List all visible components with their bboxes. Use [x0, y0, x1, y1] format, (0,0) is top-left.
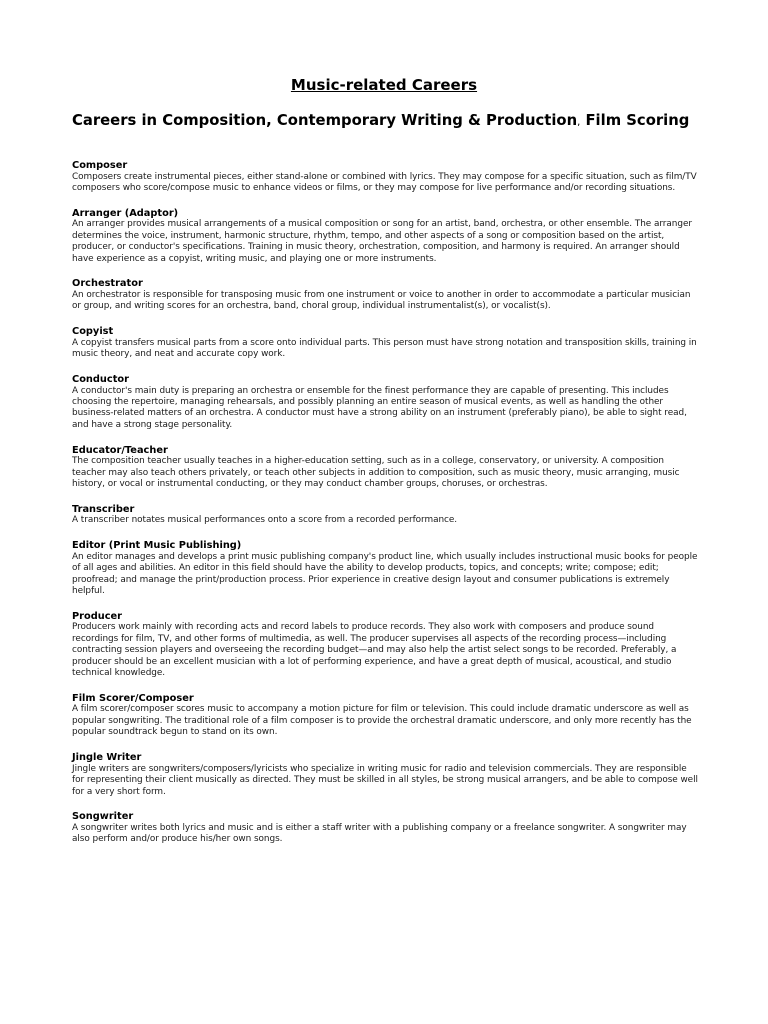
- page-subtitle: [72, 112, 712, 129]
- subtitle-separator: ,: [577, 117, 581, 128]
- career-section-songwriter: [72, 811, 700, 845]
- career-description: An orchestrator is responsible for transposing music from one instrument or voice to another in order to accommodate a particular musician or group, and writing scores for an orchestra, band, choral group, individual instrumentalist(s), or vocalist(s).: [72, 289, 691, 312]
- career-description: A copyist transfers musical parts from a score onto individual parts. This person must have strong notation and transposition skills, training in music theory, and neat and accurate copy work.: [72, 337, 697, 360]
- career-heading: Conductor: [72, 374, 129, 386]
- career-description: A songwriter writes both lyrics and music and is either a staff writer with a publishing company or a freelance songwriter. A songwriter may also perform and/or produce his/her own songs.: [72, 822, 687, 845]
- career-description: An arranger provides musical arrangements of a musical composition or song for an artist, band, orchestra, or other ensemble. The arranger determines the voice, instrument, harmonic structure, rhythm, tempo, and other aspects of a song or composition based on the artist, producer, or conductor's specifications. Training in music theory, orchestration, composition, and harmony is required. An arranger should have experience as a copyist, writing music, and playing one or more instruments.: [72, 219, 692, 264]
- career-list: [72, 160, 700, 859]
- career-heading: Orchestrator: [72, 278, 143, 290]
- page-title: Music-related Careers: [290, 76, 478, 94]
- career-section-editor: [72, 540, 700, 597]
- career-section-jingle-writer: [72, 752, 700, 798]
- subtitle-main: Careers in Composition, Contemporary Writing & Production: [72, 112, 578, 129]
- career-heading: Producer: [72, 610, 123, 622]
- career-description: A film scorer/composer scores music to accompany a motion picture for film or television. This could include dramatic underscore as well as popular songwriting. The traditional role of a film composer is to provide the orchestral dramatic underscore, and only more recently has the popular soundtrack begun to stand on its own.: [72, 704, 692, 738]
- career-heading: Copyist: [72, 326, 114, 338]
- career-section-composer: [72, 160, 700, 194]
- career-section-film-scorer: [72, 693, 700, 739]
- career-description: The composition teacher usually teaches in a higher-education setting, such as in a college, conservatory, or university. A composition teacher may also teach others privately, or teach other subjects in addition to composition, such as music theory, music arranging, music history, or vocal or instrumental conducting, or they may conduct chamber groups, choruses, or orchestras.: [72, 456, 680, 489]
- career-description: A conductor's main duty is preparing an orchestra or ensemble for the finest performance they are capable of presenting. This includes choosing the repertoire, managing rehearsals, and possibly planning an entire season of musical events, as well as handling the other business-related matters of an orchestra. A conductor must have a strong ability on an instrument (preferably piano), be able to sight read, and have a strong stage personality.: [72, 385, 687, 430]
- career-section-conductor: [72, 374, 700, 431]
- career-heading: Composer: [72, 160, 128, 171]
- career-description: An editor manages and develops a print music publishing company's product line, which usually includes instructional music books for people of all ages and abilities. An editor in this field should have the ability to develop products, topics, and concepts; write; compose; edit; proofread; and manage the print/production process. Prior experience in creative design layout and consumer publications is extremely helpful.: [72, 551, 698, 597]
- career-heading: Jingle Writer: [72, 752, 142, 764]
- career-description: Producers work mainly with recording acts and record labels to produce records. They also work with composers and produce sound recordings for film, TV, and other forms of multimedia, as well. The producer supervises all aspects of the recording process—including contracting session players and overseeing the recording budget—and may also help the artist select songs to be recorded. Preferably, a producer should be an excellent musician with a lot of performing experience, and have a great depth of musical, acoustical, and studio technical knowledge.: [72, 622, 677, 679]
- career-heading: Transcriber: [72, 503, 135, 515]
- career-section-producer: [72, 611, 700, 680]
- career-heading: Educator/Teacher: [72, 444, 168, 456]
- career-section-copyist: [72, 326, 700, 360]
- career-section-arranger: [72, 208, 700, 265]
- career-description: Composers create instrumental pieces, either stand-alone or combined with lyrics. They may compose for a specific situation, such as film/TV composers who score/compose music to enhance videos or films, or they may compose for live performance and/or recording situations.: [72, 171, 697, 193]
- career-section-orchestrator: [72, 278, 700, 312]
- career-description: A transcriber notates musical performances onto a score from a recorded performance.: [72, 515, 458, 526]
- career-heading: Songwriter: [72, 811, 134, 823]
- career-heading: Arranger (Adaptor): [72, 207, 179, 219]
- career-section-transcriber: [72, 504, 700, 527]
- career-heading: Editor (Print Music Publishing): [72, 540, 242, 552]
- subtitle-end: Film Scoring: [580, 112, 690, 129]
- career-description: Jingle writers are songwriters/composers/lyricists who specialize in writing music for radio and television commercials. They are responsible for representing their client musically as directed. They must be skilled in all styles, be strong musical arrangers, and be able to compose well for a very short form.: [72, 763, 698, 797]
- career-section-educator: [72, 445, 700, 491]
- career-heading: Film Scorer/Composer: [72, 692, 194, 704]
